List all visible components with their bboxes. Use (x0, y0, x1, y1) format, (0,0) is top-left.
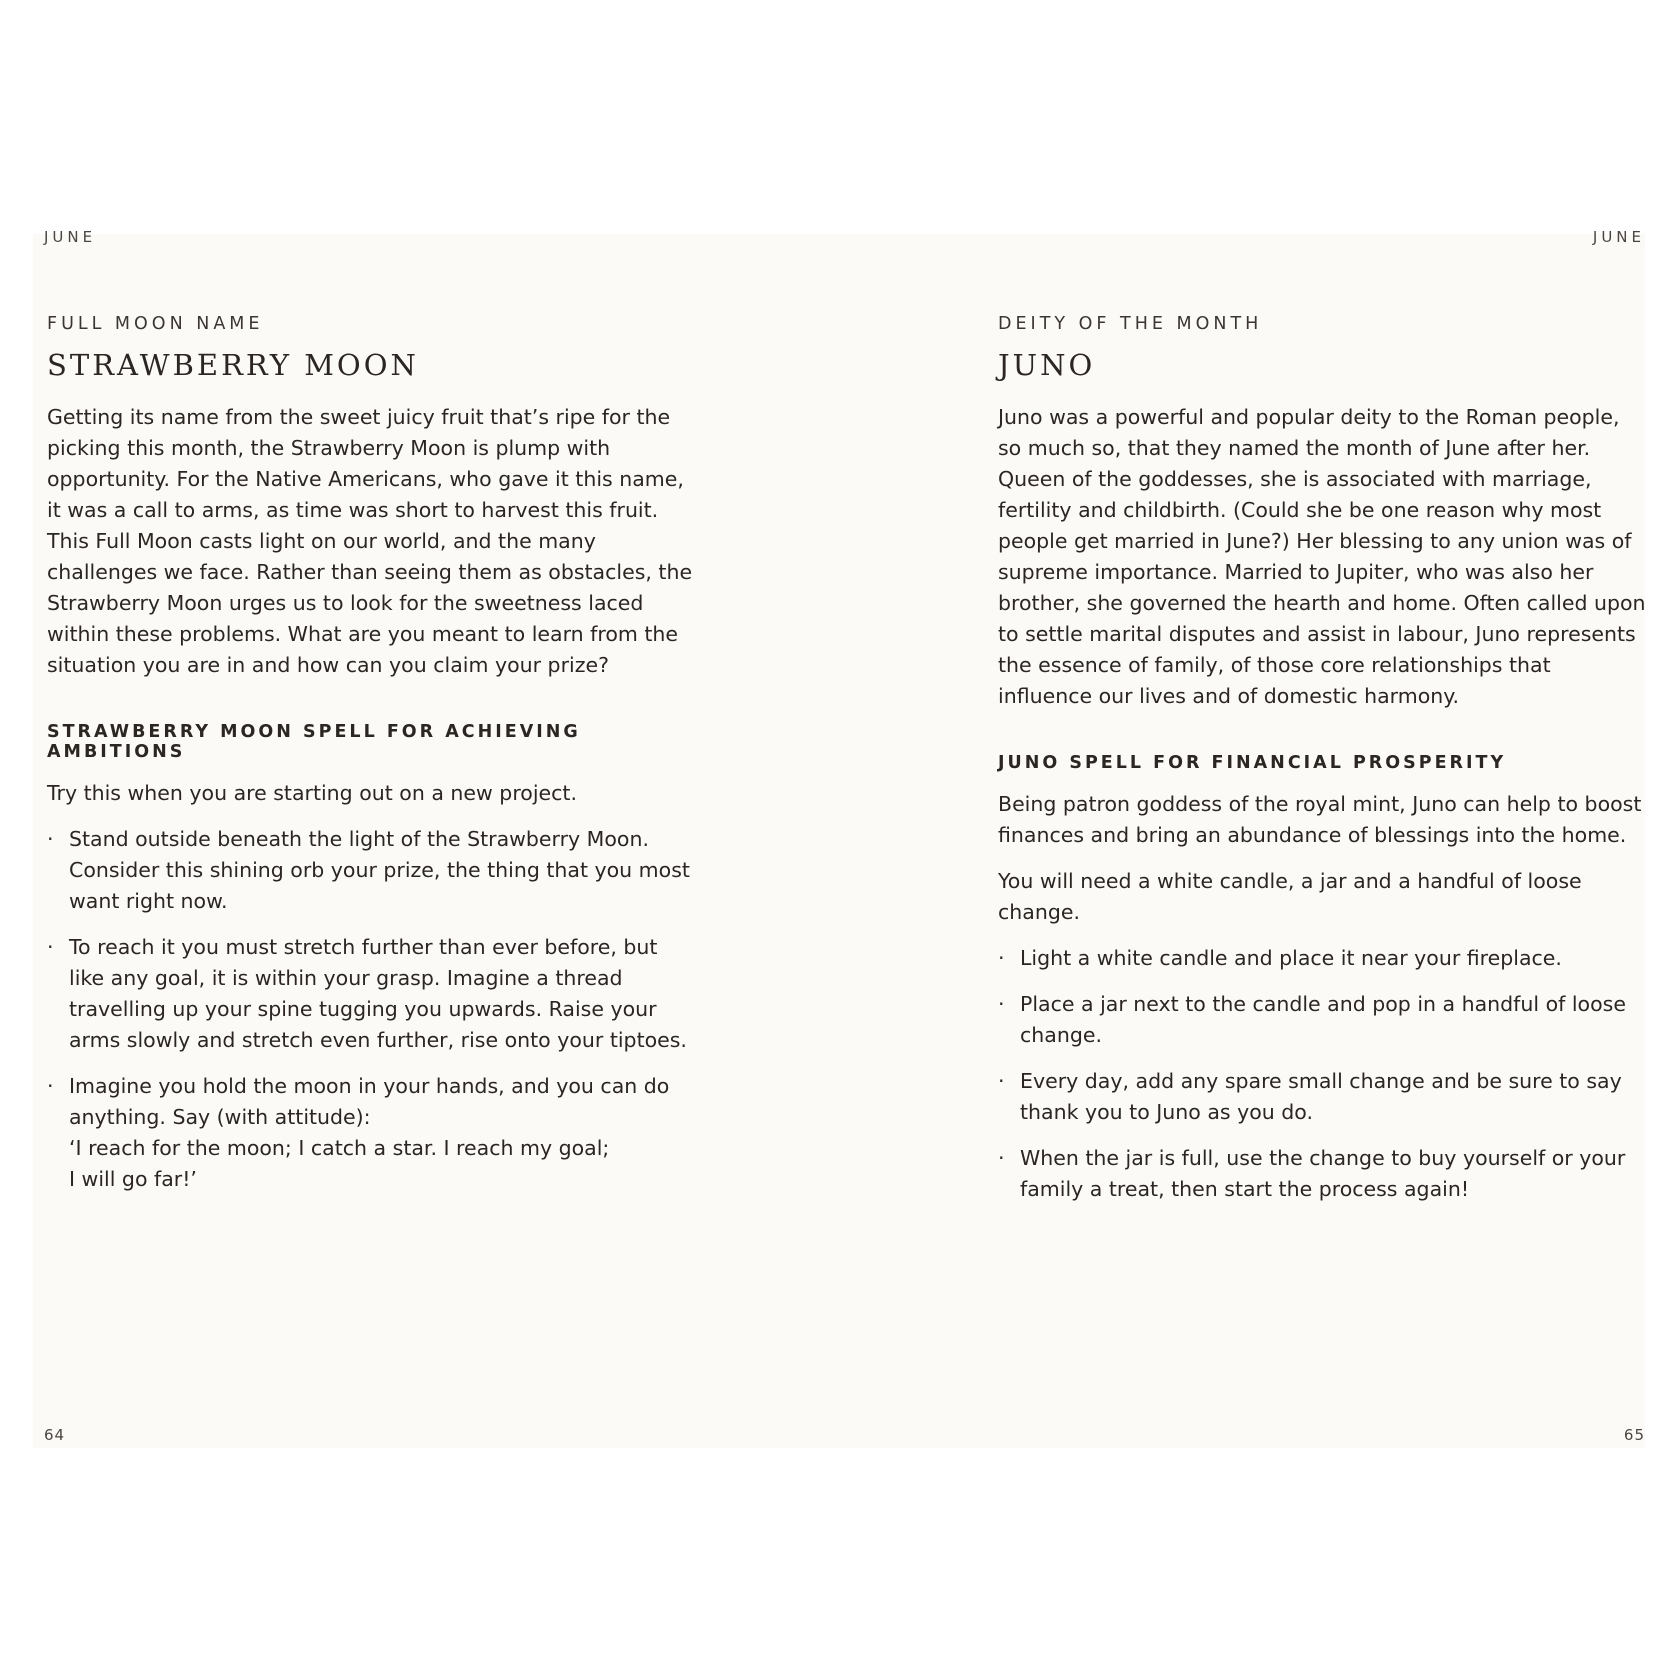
step-text: When the jar is full, use the change to buy yourself or your family a treat, then start the process again! (1020, 1146, 1626, 1201)
strawberry-moon-spell-intro: Try this when you are starting out on a new project. (47, 781, 577, 805)
bullet-icon: · (998, 1069, 1005, 1093)
step-text: Stand outside beneath the light of the Strawberry Moon. Consider this shining orb your prize, the thing that you most want right now. (69, 827, 690, 913)
deity-of-the-month-label: DEITY OF THE MONTH (998, 314, 1263, 334)
right-page (839, 228, 1646, 1448)
step-text: Every day, add any spare small change and be sure to say thank you to Juno as you do. (1020, 1069, 1622, 1124)
juno-spell-heading: JUNO SPELL FOR FINANCIAL PROSPERITY (998, 753, 1507, 773)
running-head-left: JUNE (44, 228, 97, 246)
strawberry-moon-title: STRAWBERRY MOON (47, 348, 419, 382)
strawberry-moon-spell-steps (47, 824, 697, 1195)
step-text: Imagine you hold the moon in your hands, and you can do anything. Say (with attitude): (69, 1074, 670, 1129)
right-page-content (998, 314, 1648, 1220)
juno-spell-intro: Being patron goddess of the royal mint, Juno can help to boost finances and bring an abundance of blessings into the home. (998, 792, 1642, 847)
list-item (998, 943, 1648, 974)
chant-line: I will go far!’ (69, 1167, 197, 1191)
page-number-right: 65 (1623, 1426, 1645, 1444)
juno-spell-steps (998, 943, 1648, 1205)
bullet-icon: · (47, 827, 54, 851)
bullet-icon: · (998, 946, 1005, 970)
bullet-icon: · (47, 1074, 54, 1098)
bullet-icon: · (998, 1146, 1005, 1170)
juno-description: Juno was a powerful and popular deity to the Roman people, so much so, that they named the month of June after her. Queen of the goddesses, she is associated with marriage, fertility and childbirth. (Could she be one reason why most people get married in June?) Her blessing to any union was of supreme importance. Married to Jupiter, who was also her brother, she governed the hearth and home. Often called upon to settle marital disputes and assist in labour, Juno represents the essence of family, of those core relationships that influence our lives and of domestic harmony. (998, 405, 1646, 708)
strawberry-moon-spell-heading: STRAWBERRY MOON SPELL FOR ACHIEVING AMBITIONS (47, 722, 581, 762)
left-page (33, 228, 839, 1448)
bullet-icon: · (47, 935, 54, 959)
strawberry-moon-description: Getting its name from the sweet juicy fruit that’s ripe for the picking this month, the Strawberry Moon is plump with opportunity. For the Native Americans, who gave it this name, it was a call to arms, as time was short to harvest this fruit. This Full Moon casts light on our world, and the many challenges we face. Rather than seeing them as obstacles, the Strawberry Moon urges us to look for the sweetness laced within these problems. What are you meant to learn from the situation you are in and how can you claim your prize? (47, 405, 693, 677)
left-page-content (47, 314, 697, 1210)
list-item (998, 989, 1648, 1051)
list-item (47, 932, 697, 1056)
step-text: Light a white candle and place it near your fireplace. (1020, 946, 1562, 970)
list-item (998, 1066, 1648, 1128)
running-head-right: JUNE (1592, 228, 1645, 246)
list-item (998, 1143, 1648, 1205)
page-number-left: 64 (44, 1426, 66, 1444)
step-text: To reach it you must stretch further than ever before, but like any goal, it is within your grasp. Imagine a thread travelling up your spine tugging you upwards. Raise your arms slowly and stretch even further, rise onto your tiptoes. (69, 935, 687, 1052)
step-text: Place a jar next to the candle and pop in a handful of loose change. (1020, 992, 1626, 1047)
juno-title: JUNO (998, 348, 1096, 382)
list-item (47, 824, 697, 917)
list-item (47, 1071, 697, 1195)
full-moon-name-label: FULL MOON NAME (47, 314, 264, 334)
juno-spell-needs: You will need a white candle, a jar and a handful of loose change. (998, 869, 1582, 924)
chant-line: ‘I reach for the moon; I catch a star. I reach my goal; (69, 1136, 610, 1160)
book-spread (33, 228, 1646, 1448)
bullet-icon: · (998, 992, 1005, 1016)
